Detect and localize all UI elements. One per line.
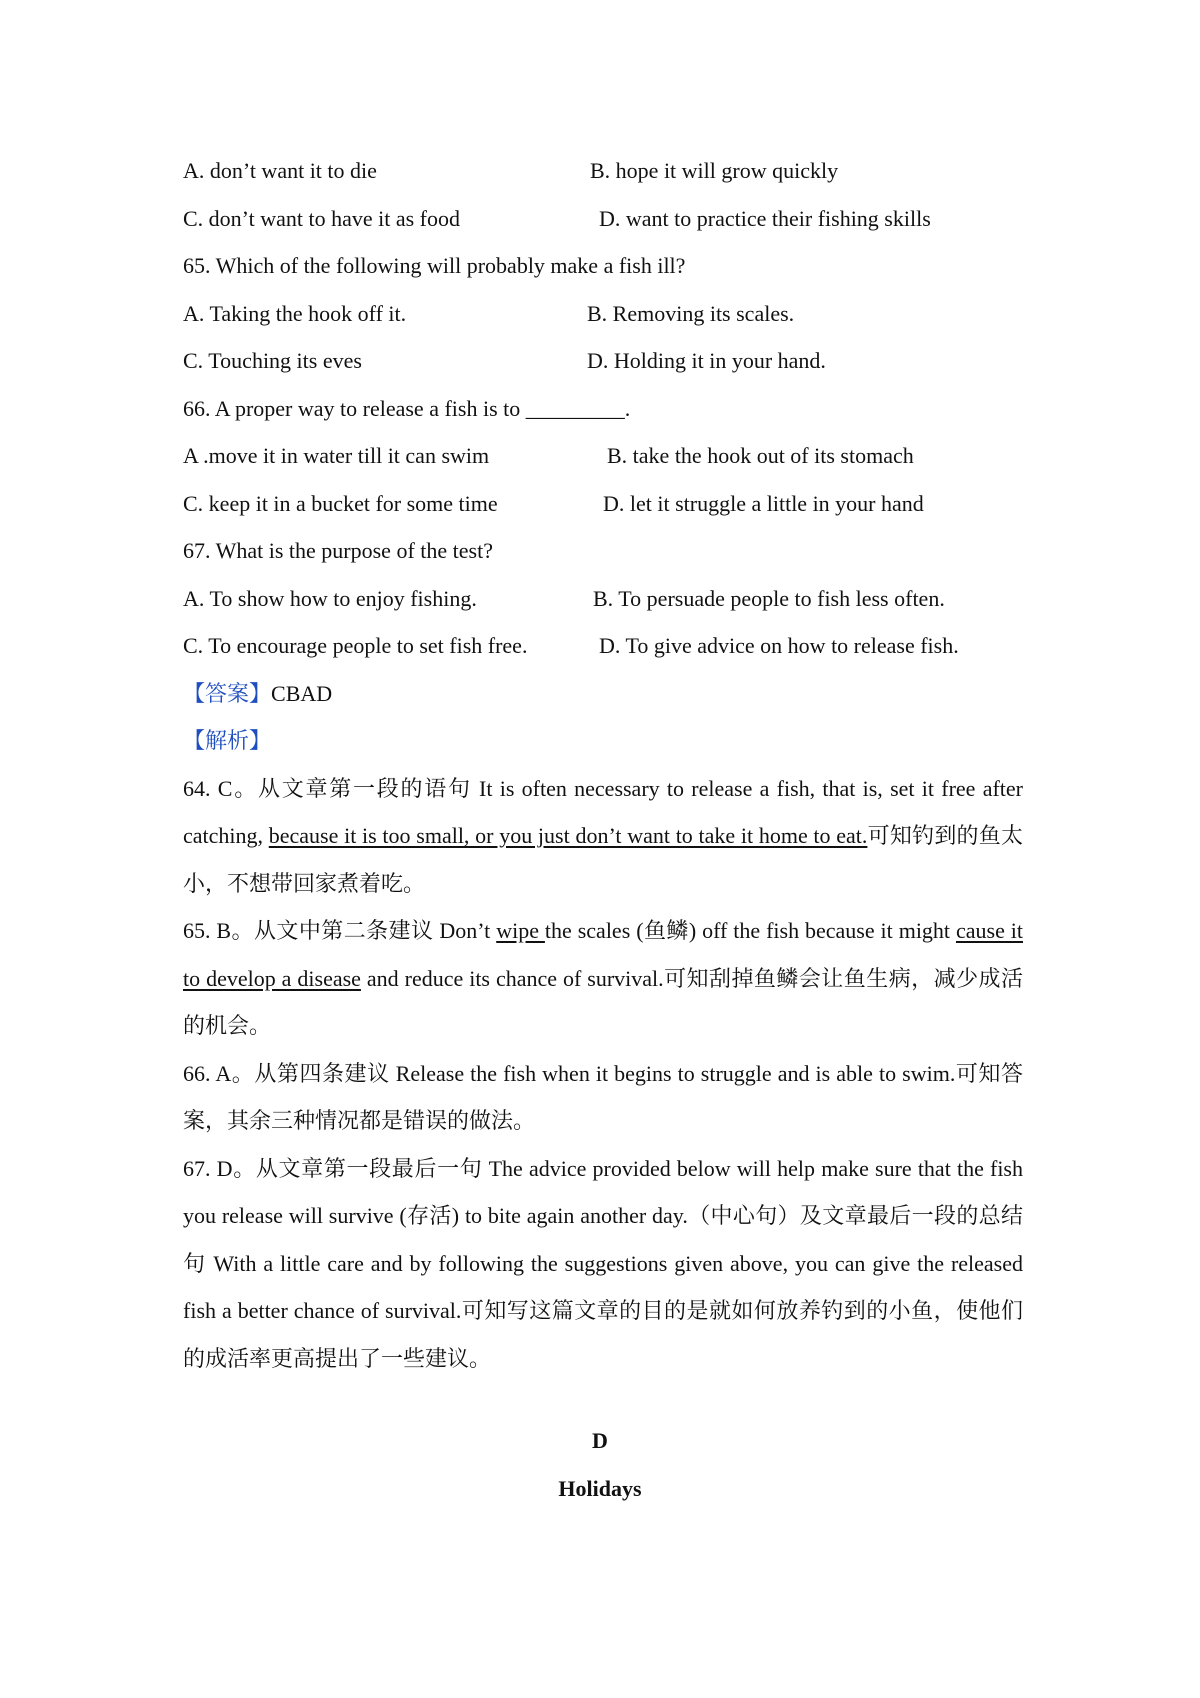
q65-question: 65. Which of the following will probably make a fish ill? [183, 253, 686, 278]
q67-option-c: C. To encourage people to set fish free. [183, 633, 528, 658]
q64-options-row-1 [183, 147, 1023, 195]
explanation-65-conclusion: and reduce its chance of survival.可知刮掉鱼鳞会让鱼生病，减少成活的机会。 [183, 965, 1023, 1038]
q66-option-c: C. keep it in a bucket for some time [183, 490, 498, 516]
section-title: Holidays [558, 1476, 642, 1501]
q64-options-row-2 [183, 195, 1023, 243]
explanation-65 [183, 907, 1023, 1050]
q64-option-b: B. hope it will grow quickly [590, 158, 839, 183]
q64-option-d: D. want to practice their fishing skills [599, 205, 931, 231]
explanation-67: 67. D。从文章第一段最后一句 The advice provided below will help make sure that the fish you release will survive (存活) to bite again another day.（中心句）及文章最后一段的总结句 With a little care and by following the suggestions given above, you can give the released fish a better chance of survival.可知写这篇文章的目的是就如何放养钓到的小鱼，使他们的成活率更高提出了一些建议。 [183, 1155, 1023, 1371]
q64-option-a: A. don’t want it to die [183, 158, 377, 183]
explanation-65-underlined-wipe: wipe [496, 918, 545, 943]
analysis-label: 【解析】 [183, 728, 272, 753]
explanation-64-conclusion: 可知钓到的鱼太小，不想带回家煮着吃。 [183, 823, 1023, 896]
q66-option-b: B. take the hook out of its stomach [607, 443, 914, 468]
answer-line [183, 670, 1023, 718]
section-letter: D [592, 1428, 608, 1453]
q67-option-d: D. To give advice on how to release fish. [599, 633, 959, 658]
explanation-66: 66. A。从第四条建议 Release the fish when it begins to struggle and is able to swim.可知答案，其余三种情况都是错误的做法。 [183, 1060, 1023, 1133]
explanation-65-underlined-disease: cause it to develop a disease [183, 918, 1023, 991]
q65-option-a: A. Taking the hook off it. [183, 300, 407, 326]
analysis-line [183, 717, 1023, 765]
q67-option-b: B. To persuade people to fish less often. [593, 585, 945, 611]
explanation-65-text: 65. B。从文中第二条建议 Don’t [183, 918, 497, 943]
answer-label: 【答案】 [183, 680, 272, 706]
q65-option-b: B. Removing its scales. [587, 300, 795, 326]
page-content [183, 147, 1023, 1382]
q66-options-row-1 [183, 432, 1023, 480]
answer-value: CBAD [271, 680, 333, 706]
q67-options-row-1 [183, 575, 1023, 623]
q67-options-row-2 [183, 622, 1023, 670]
explanation-64 [183, 765, 1023, 908]
explanation-64-underlined: because it is too small, or you just don’t want to take it home to eat. [268, 823, 868, 848]
q66-options-row-2 [183, 480, 1023, 528]
q66-option-a: A .move it in water till it can swim [183, 443, 490, 468]
q65-option-c: C. Touching its eves [183, 348, 362, 373]
q66-option-d: D. let it struggle a little in your hand [603, 490, 924, 516]
q64-option-c: C. don’t want to have it as food [183, 205, 460, 231]
q65-options-row-2 [183, 337, 1023, 385]
explanation-64-text: 64. C。从文章第一段的语句 It is often necessary to release a fish, that is, set it free after catching, [183, 775, 1023, 848]
q66-question: 66. A proper way to release a fish is to _________. [183, 395, 631, 421]
q67-question: 67. What is the purpose of the test? [183, 538, 493, 563]
q67-option-a: A. To show how to enjoy fishing. [183, 585, 477, 611]
q65-option-d: D. Holding it in your hand. [587, 348, 826, 373]
explanation-65-text-2: the scales (鱼鳞) off the fish because it might [544, 918, 956, 943]
q65-options-row-1 [183, 290, 1023, 338]
